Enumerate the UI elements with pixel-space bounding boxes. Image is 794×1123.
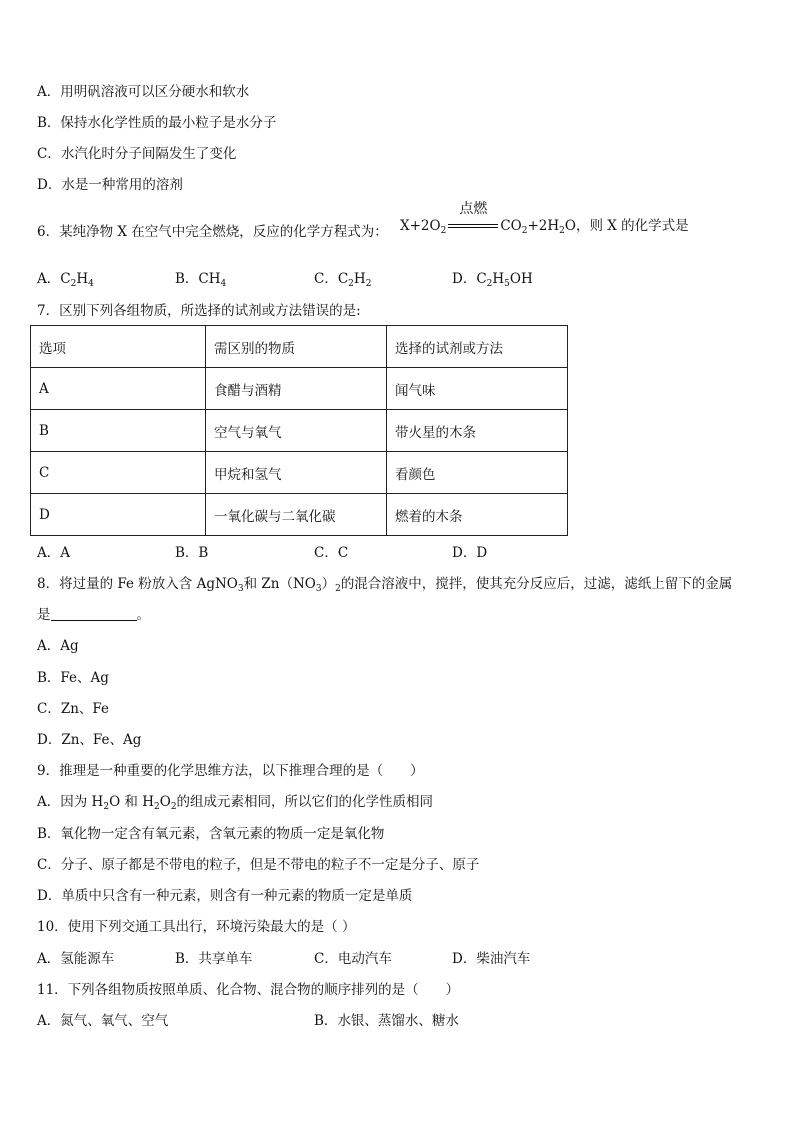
table-header-row <box>31 326 568 368</box>
table-cell: A <box>31 368 206 410</box>
table-cell: C <box>31 452 206 494</box>
table-cell: 看颜色 <box>387 452 568 494</box>
eq-product-1: CO <box>500 218 522 234</box>
table-cell: 燃着的木条 <box>387 494 568 536</box>
q9-option-c: C．分子、原子都是不带电的粒子，但是不带电的粒子不一定是分子、原子 <box>37 857 480 873</box>
eq-subscript: 2 <box>521 226 528 236</box>
table-cell: 食醋与酒精 <box>206 368 387 410</box>
q6-option-c: C．$C_2H_2$ <box>314 271 372 289</box>
table-cell: B <box>31 410 206 452</box>
q7-option-b: B．B <box>175 545 209 561</box>
q6-equation <box>400 201 689 236</box>
q8-option-d: D．Zn、Fe、Ag <box>37 732 142 748</box>
q6-option-a: A．$C_2H_4$ <box>37 271 94 289</box>
q5-option-a: A．用明矾溶液可以区分硬水和软水 <box>37 84 250 100</box>
table-row <box>31 410 568 452</box>
table-header-cell: 选择的试剂或方法 <box>387 326 568 368</box>
eq-reactants: X+2O <box>400 218 441 234</box>
q6-stem: 6．某纯净物 X 在空气中完全燃烧，反应的化学方程式为： <box>37 224 388 240</box>
table-header-cell: 需区别的物质 <box>206 326 387 368</box>
q6-stem-tail: ，则 X 的化学式是 <box>575 218 689 234</box>
q7-table <box>30 325 568 536</box>
q7-option-c: C．C <box>314 545 349 561</box>
q7-option-d: D．D <box>452 545 488 561</box>
eq-reaction-arrow <box>448 201 498 232</box>
eq-double-line <box>448 224 498 228</box>
q8-stem-line2: 是 。 <box>37 607 150 623</box>
table-cell: 一氧化碳与二氧化碳 <box>206 494 387 536</box>
q7-stem: 7．区别下列各组物质，所选择的试剂或方法错误的是: <box>37 303 361 319</box>
eq-subscript: 2 <box>559 226 565 236</box>
q11-stem: 11．下列各组物质按照单质、化合物、混合物的顺序排列的是（ ） <box>37 982 460 998</box>
q8-stem: 8．将过量的 Fe 粉放入含 AgNO$_3$和 $Zn(NO_3)_2$的混合溶液中，搅拌，使其充分反应后，过滤，滤纸上留下的金属 <box>37 576 733 594</box>
q5-option-b: B．保持水化学性质的最小粒子是水分子 <box>37 115 277 131</box>
q8-option-b: B．Fe、Ag <box>37 670 109 686</box>
table-row <box>31 452 568 494</box>
eq-subscript: 2 <box>440 226 447 236</box>
table-cell: 闻气味 <box>387 368 568 410</box>
q11-option-b: B．水银、蒸馏水、糖水 <box>314 1013 459 1029</box>
eq-product-2-end: O <box>564 218 576 234</box>
q9-option-a: A．因为 $H_2O$ 和 $H_2O_2$的组成元素相同，所以它们的化学性质相同 <box>37 794 434 812</box>
q9-stem: 9．推理是一种重要的化学思维方法，以下推理合理的是（ ） <box>37 763 424 779</box>
q5-option-d: D．水是一种常用的溶剂 <box>37 177 183 193</box>
q10-option-a: A．氢能源车 <box>37 951 115 967</box>
q7-option-a: A．A <box>37 545 70 561</box>
q8-option-c: C．Zn、Fe <box>37 701 110 717</box>
q9-option-d: D．单质中只含有一种元素，则含有一种元素的物质一定是单质 <box>37 888 413 904</box>
table-cell: 带火星的木条 <box>387 410 568 452</box>
eq-product-2: +2H <box>527 218 560 234</box>
q10-option-b: B．共享单车 <box>175 951 253 967</box>
q10-option-d: D．柴油汽车 <box>452 951 531 967</box>
q9-option-b: B．氧化物一定含有氧元素，含氧元素的物质一定是氧化物 <box>37 826 385 842</box>
table-header-cell: 选项 <box>31 326 206 368</box>
table-cell: 空气与氧气 <box>206 410 387 452</box>
table-cell: D <box>31 494 206 536</box>
q11-option-a: A．氮气、氧气、空气 <box>37 1013 169 1029</box>
answer-blank[interactable] <box>51 606 137 621</box>
q8-option-a: A．Ag <box>37 638 79 654</box>
table-row <box>31 494 568 536</box>
table-row <box>31 368 568 410</box>
q6-option-d: D．$C_2H_5OH$ <box>452 271 533 289</box>
q5-option-c: C．水汽化时分子间隔发生了变化 <box>37 146 237 162</box>
q10-option-c: C．电动汽车 <box>314 951 392 967</box>
q10-stem: 10．使用下列交通工具出行，环境污染最大的是（ ） <box>37 919 356 935</box>
q6-option-b: B．$CH_4$ <box>175 271 227 289</box>
table-cell: 甲烷和氢气 <box>206 452 387 494</box>
eq-condition: 点燃 <box>459 201 488 217</box>
